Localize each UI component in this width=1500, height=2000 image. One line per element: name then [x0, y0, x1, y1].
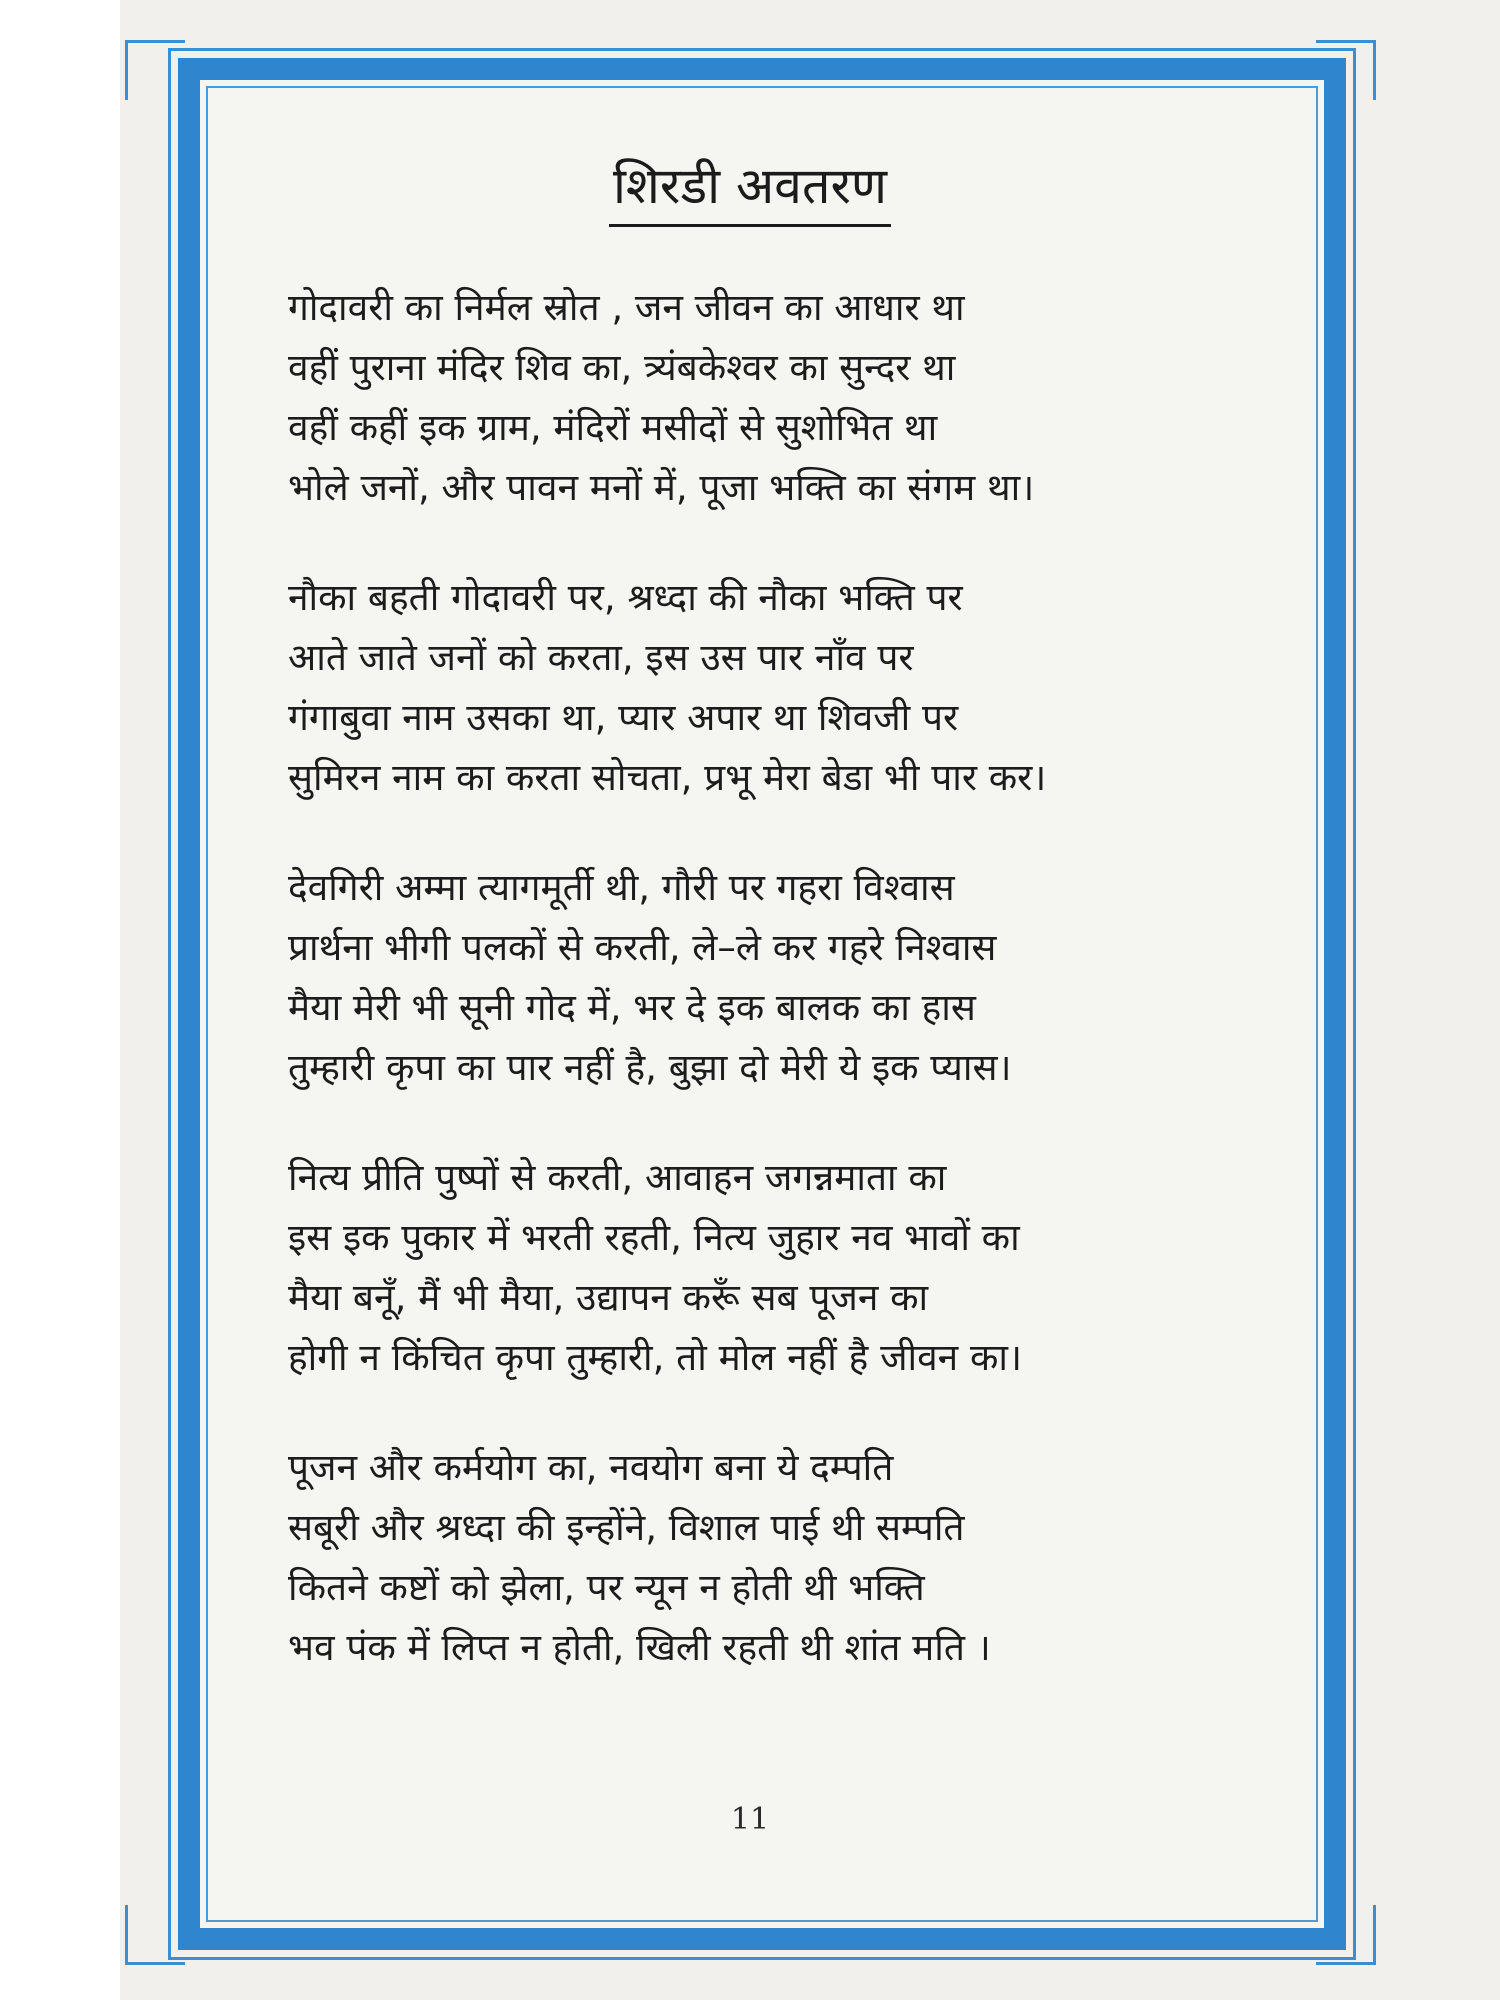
poem-line: होगी न किंचित कृपा तुम्हारी, तो मोल नहीं है जीवन का।	[288, 1336, 1022, 1379]
poem-line: मैया मेरी भी सूनी गोद में, भर दे इक बालक का हास	[288, 986, 976, 1029]
poem-title-block	[0, 150, 1500, 227]
poem-line: पूजन और कर्मयोग का, नवयोग बना ये दम्पति	[288, 1446, 894, 1489]
poem-line: सबूरी और श्रध्दा की इन्होंने, विशाल पाई थी सम्पति	[288, 1506, 965, 1549]
poem-line: भव पंक में लिप्त न होती, खिली रहती थी शांत मति ।	[288, 1626, 991, 1669]
stanza-1	[288, 278, 1248, 518]
corner-ornament-top-left	[125, 40, 185, 100]
poem-line: सुमिरन नाम का करता सोचता, प्रभू मेरा बेडा भी पार कर।	[288, 756, 1047, 799]
poem-line: गोदावरी का निर्मल स्रोत , जन जीवन का आधार था	[288, 286, 965, 329]
poem-line: तुम्हारी कृपा का पार नहीं है, बुझा दो मेरी ये इक प्यास।	[288, 1046, 1012, 1089]
poem-line: गंगाबुवा नाम उसका था, प्यार अपार था शिवजी पर	[288, 696, 959, 739]
poem-line: देवगिरी अम्मा त्यागमूर्ती थी, गौरी पर गहरा विश्वास	[288, 866, 955, 909]
poem-line: नित्य प्रीति पुष्पों से करती, आवाहन जगन्नमाता का	[288, 1156, 947, 1199]
poem-line: कितने कष्टों को झेला, पर न्यून न होती थी भक्ति	[288, 1566, 925, 1609]
poem-body	[288, 278, 1248, 1728]
stanza-3	[288, 858, 1248, 1098]
corner-ornament-top-right	[1316, 40, 1376, 100]
stanza-5	[288, 1438, 1248, 1678]
stanza-2	[288, 568, 1248, 808]
page-number: 11	[730, 1802, 770, 1837]
stanza-4	[288, 1148, 1248, 1388]
poem-line: नौका बहती गोदावरी पर, श्रध्दा की नौका भक्ति पर	[288, 576, 963, 619]
poem-line: वहीं पुराना मंदिर शिव का, त्र्यंबकेश्वर का सुन्दर था	[288, 346, 956, 389]
poem-line: भोले जनों, और पावन मनों में, पूजा भक्ति का संगम था।	[288, 466, 1035, 509]
poem-title: शिरडी अवतरण	[609, 150, 891, 227]
poem-line: वहीं कहीं इक ग्राम, मंदिरों मसीदों से सुशोभित था	[288, 406, 938, 449]
poem-line: आते जाते जनों को करता, इस उस पार नाँव पर	[288, 636, 914, 679]
poem-line: मैया बनूँ, मैं भी मैया, उद्यापन करूँ सब पूजन का	[288, 1276, 929, 1319]
poem-line: इस इक पुकार में भरती रहती, नित्य जुहार नव भावों का	[288, 1216, 1020, 1259]
corner-ornament-bottom-right	[1316, 1905, 1376, 1965]
poem-line: प्रार्थना भीगी पलकों से करती, ले–ले कर गहरे निश्वास	[288, 926, 997, 969]
corner-ornament-bottom-left	[125, 1905, 185, 1965]
